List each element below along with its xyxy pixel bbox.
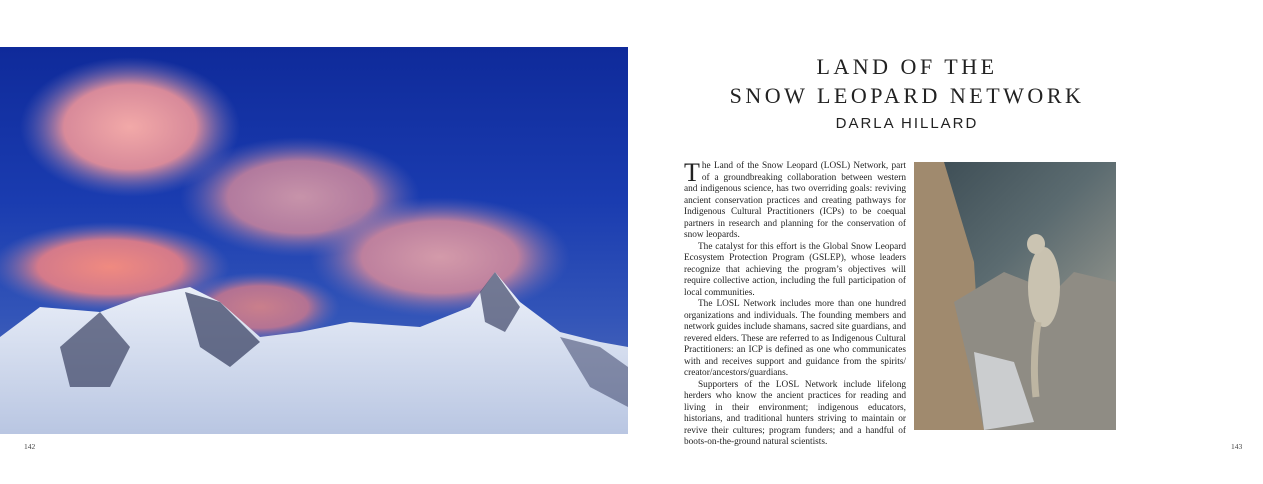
mountain-photo bbox=[0, 47, 628, 434]
paragraph bbox=[684, 158, 906, 242]
paragraph: The LOSL Network includes more than one hundred organizations and individuals. The founding members and network guides include shamans, sacred site guardians, and revered elders. These are referred to as Indigenous Cultural Practitioners: an ICP is defined as one who communicates with and receives support and guidance from the spirits/ creator/ancestors/guardians. bbox=[684, 299, 906, 378]
title-line-2: SNOW LEOPARD NETWORK bbox=[729, 83, 1085, 108]
page-number-right: 143 bbox=[1231, 442, 1243, 451]
page-number-left: 142 bbox=[24, 442, 36, 451]
snow-leopard-photo bbox=[914, 162, 1116, 430]
title-line-1: LAND OF THE bbox=[816, 54, 998, 79]
paragraph: The catalyst for this effort is the Global Snow Leopard Ecosystem Protection Program (GSLEP), whose leaders recognize that achieving the program’s objectives will require collective action, including the full participation of local communities. bbox=[684, 241, 906, 298]
author-name: DARLA HILLARD bbox=[835, 115, 979, 132]
paragraph-text: he Land of the Snow Leopard (LOSL) Network, part of a groundbreaking collaboration between western and indigenous science, has two overriding goals: reviving ancient conservation practices and creating pathways for Indigenous Cultural Practitioners (ICPs) to be coequal partners in research and planning for the conservation of snow leopards. bbox=[684, 161, 906, 240]
article-body bbox=[684, 158, 906, 449]
paragraph: Supporters of the LOSL Network include lifelong herders who know the ancient practices for reading and living in their environment; indigenous educators, historians, and traditional hunters striving to maintain or revive their cultures; program funders; and a handful of boots-on-the-ground natural scientists. bbox=[684, 379, 906, 447]
drop-cap: T bbox=[684, 158, 700, 187]
